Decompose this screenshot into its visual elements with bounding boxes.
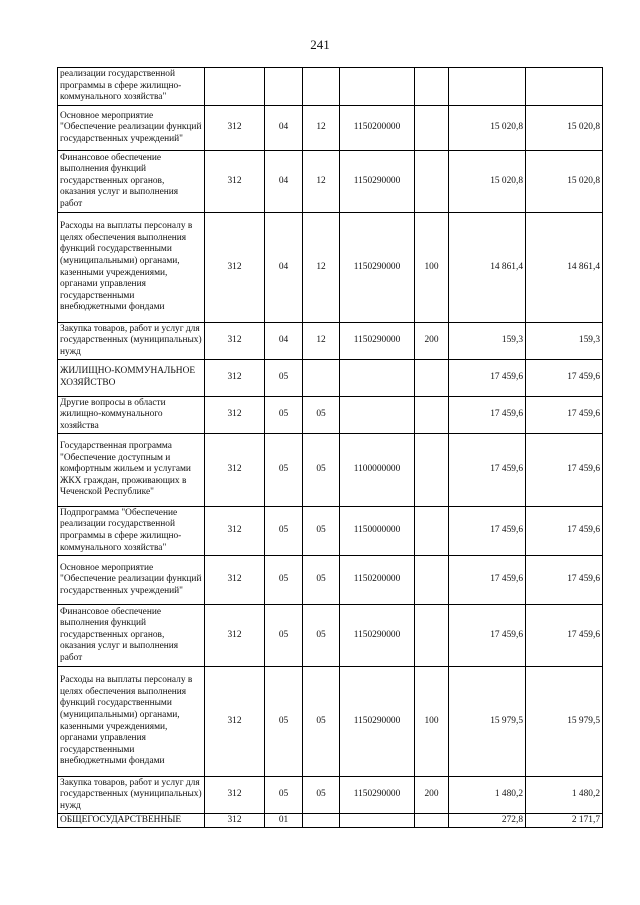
subsection-cell: 05 bbox=[303, 605, 340, 667]
table-row bbox=[58, 213, 603, 323]
table-row bbox=[58, 667, 603, 777]
row-name-cell: Другие вопросы в области жилищно-коммунального хозяйства bbox=[58, 397, 205, 434]
table-row bbox=[58, 605, 603, 667]
subsection-cell: 05 bbox=[303, 556, 340, 605]
table-row bbox=[58, 777, 603, 814]
expense-type-cell bbox=[415, 68, 449, 106]
amount-2-cell: 17 459,6 bbox=[526, 397, 603, 434]
row-name-cell: Подпрограмма "Обеспечение реализации государственной программы в сфере жилищно-коммунального хозяйства" bbox=[58, 507, 205, 556]
target-article-cell: 1150290000 bbox=[340, 213, 415, 323]
ved-cell: 312 bbox=[205, 605, 265, 667]
table-row bbox=[58, 68, 603, 106]
expense-type-cell bbox=[415, 434, 449, 507]
expense-type-cell: 200 bbox=[415, 777, 449, 814]
amount-2-cell: 2 171,7 bbox=[526, 814, 603, 828]
target-article-cell: 1150200000 bbox=[340, 556, 415, 605]
amount-1-cell: 15 020,8 bbox=[449, 151, 526, 213]
section-cell bbox=[265, 68, 303, 106]
amount-2-cell bbox=[526, 68, 603, 106]
row-name-cell: Закупка товаров, работ и услуг для государственных (муниципальных) нужд bbox=[58, 323, 205, 360]
ved-cell: 312 bbox=[205, 360, 265, 397]
target-article-cell: 1150290000 bbox=[340, 777, 415, 814]
table-row bbox=[58, 323, 603, 360]
amount-1-cell: 17 459,6 bbox=[449, 360, 526, 397]
subsection-cell bbox=[303, 68, 340, 106]
amount-2-cell: 14 861,4 bbox=[526, 213, 603, 323]
table-row bbox=[58, 434, 603, 507]
page-number: 241 bbox=[310, 37, 330, 52]
expense-type-cell bbox=[415, 605, 449, 667]
amount-2-cell: 15 020,8 bbox=[526, 106, 603, 151]
target-article-cell bbox=[340, 397, 415, 434]
amount-2-cell: 17 459,6 bbox=[526, 434, 603, 507]
amount-1-cell: 272,8 bbox=[449, 814, 526, 828]
expense-type-cell: 100 bbox=[415, 213, 449, 323]
expense-type-cell bbox=[415, 814, 449, 828]
row-name-cell: Государственная программа "Обеспечение доступным и комфортным жильем и услугами ЖКХ граждан, проживающих в Чеченской Республике" bbox=[58, 434, 205, 507]
amount-1-cell: 17 459,6 bbox=[449, 556, 526, 605]
row-name-cell: Расходы на выплаты персоналу в целях обеспечения выполнения функций государственными (муниципальными) органами, казенными учреждениями, органами управления государственными внебюджетными фондами bbox=[58, 213, 205, 323]
section-cell: 04 bbox=[265, 323, 303, 360]
row-name-cell: Финансовое обеспечение выполнения функций государственных органов, оказания услуг и выполнения работ bbox=[58, 151, 205, 213]
target-article-cell: 1150200000 bbox=[340, 106, 415, 151]
amount-2-cell: 15 020,8 bbox=[526, 151, 603, 213]
ved-cell: 312 bbox=[205, 777, 265, 814]
table-row bbox=[58, 106, 603, 151]
ved-cell: 312 bbox=[205, 667, 265, 777]
section-cell: 04 bbox=[265, 151, 303, 213]
target-article-cell bbox=[340, 360, 415, 397]
expense-type-cell bbox=[415, 556, 449, 605]
target-article-cell: 1150290000 bbox=[340, 667, 415, 777]
table-row bbox=[58, 507, 603, 556]
subsection-cell: 12 bbox=[303, 106, 340, 151]
expense-type-cell bbox=[415, 507, 449, 556]
amount-2-cell: 17 459,6 bbox=[526, 507, 603, 556]
row-name-cell: Основное мероприятие "Обеспечение реализации функций государственных учреждений" bbox=[58, 556, 205, 605]
ved-cell: 312 bbox=[205, 507, 265, 556]
target-article-cell bbox=[340, 814, 415, 828]
section-cell: 05 bbox=[265, 507, 303, 556]
budget-table-body bbox=[58, 68, 603, 828]
row-name-cell: ОБЩЕГОСУДАРСТВЕННЫЕ bbox=[58, 814, 205, 828]
amount-1-cell: 1 480,2 bbox=[449, 777, 526, 814]
ved-cell: 312 bbox=[205, 323, 265, 360]
target-article-cell bbox=[340, 68, 415, 106]
section-cell: 04 bbox=[265, 213, 303, 323]
target-article-cell: 1150000000 bbox=[340, 507, 415, 556]
section-cell: 05 bbox=[265, 360, 303, 397]
amount-1-cell: 159,3 bbox=[449, 323, 526, 360]
amount-1-cell: 17 459,6 bbox=[449, 397, 526, 434]
expense-type-cell: 200 bbox=[415, 323, 449, 360]
ved-cell: 312 bbox=[205, 213, 265, 323]
amount-2-cell: 17 459,6 bbox=[526, 605, 603, 667]
amount-1-cell: 17 459,6 bbox=[449, 434, 526, 507]
section-cell: 05 bbox=[265, 667, 303, 777]
target-article-cell: 1150290000 bbox=[340, 605, 415, 667]
budget-table bbox=[57, 67, 603, 828]
subsection-cell: 12 bbox=[303, 323, 340, 360]
table-row bbox=[58, 397, 603, 434]
subsection-cell: 05 bbox=[303, 434, 340, 507]
subsection-cell: 05 bbox=[303, 777, 340, 814]
expense-type-cell bbox=[415, 106, 449, 151]
section-cell: 05 bbox=[265, 397, 303, 434]
row-name-cell: Финансовое обеспечение выполнения функций государственных органов, оказания услуг и выполнения работ bbox=[58, 605, 205, 667]
expense-type-cell bbox=[415, 360, 449, 397]
section-cell: 04 bbox=[265, 106, 303, 151]
ved-cell bbox=[205, 68, 265, 106]
section-cell: 05 bbox=[265, 777, 303, 814]
expense-type-cell: 100 bbox=[415, 667, 449, 777]
amount-1-cell: 17 459,6 bbox=[449, 605, 526, 667]
section-cell: 05 bbox=[265, 434, 303, 507]
ved-cell: 312 bbox=[205, 434, 265, 507]
amount-1-cell bbox=[449, 68, 526, 106]
ved-cell: 312 bbox=[205, 556, 265, 605]
row-name-cell: ЖИЛИЩНО-КОММУНАЛЬНОЕ ХОЗЯЙСТВО bbox=[58, 360, 205, 397]
ved-cell: 312 bbox=[205, 814, 265, 828]
subsection-cell: 12 bbox=[303, 213, 340, 323]
amount-2-cell: 159,3 bbox=[526, 323, 603, 360]
section-cell: 01 bbox=[265, 814, 303, 828]
ved-cell: 312 bbox=[205, 397, 265, 434]
subsection-cell: 12 bbox=[303, 151, 340, 213]
table-row bbox=[58, 556, 603, 605]
amount-2-cell: 1 480,2 bbox=[526, 777, 603, 814]
amount-2-cell: 17 459,6 bbox=[526, 556, 603, 605]
row-name-cell: Расходы на выплаты персоналу в целях обеспечения выполнения функций государственными (муниципальными) органами, казенными учреждениями, органами управления государственными внебюджетными фондами bbox=[58, 667, 205, 777]
subsection-cell bbox=[303, 360, 340, 397]
table-row bbox=[58, 814, 603, 828]
row-name-cell: Закупка товаров, работ и услуг для государственных (муниципальных) нужд bbox=[58, 777, 205, 814]
subsection-cell: 05 bbox=[303, 667, 340, 777]
expense-type-cell bbox=[415, 397, 449, 434]
subsection-cell: 05 bbox=[303, 397, 340, 434]
section-cell: 05 bbox=[265, 556, 303, 605]
amount-1-cell: 15 979,5 bbox=[449, 667, 526, 777]
amount-1-cell: 15 020,8 bbox=[449, 106, 526, 151]
subsection-cell: 05 bbox=[303, 507, 340, 556]
ved-cell: 312 bbox=[205, 106, 265, 151]
row-name-cell: Основное мероприятие "Обеспечение реализации функций государственных учреждений" bbox=[58, 106, 205, 151]
amount-1-cell: 17 459,6 bbox=[449, 507, 526, 556]
amount-2-cell: 17 459,6 bbox=[526, 360, 603, 397]
section-cell: 05 bbox=[265, 605, 303, 667]
table-row bbox=[58, 360, 603, 397]
amount-1-cell: 14 861,4 bbox=[449, 213, 526, 323]
target-article-cell: 1150290000 bbox=[340, 151, 415, 213]
target-article-cell: 1100000000 bbox=[340, 434, 415, 507]
expense-type-cell bbox=[415, 151, 449, 213]
row-name-cell: реализации государственной программы в сфере жилищно-коммунального хозяйства" bbox=[58, 68, 205, 106]
ved-cell: 312 bbox=[205, 151, 265, 213]
table-row bbox=[58, 151, 603, 213]
amount-2-cell: 15 979,5 bbox=[526, 667, 603, 777]
target-article-cell: 1150290000 bbox=[340, 323, 415, 360]
subsection-cell bbox=[303, 814, 340, 828]
